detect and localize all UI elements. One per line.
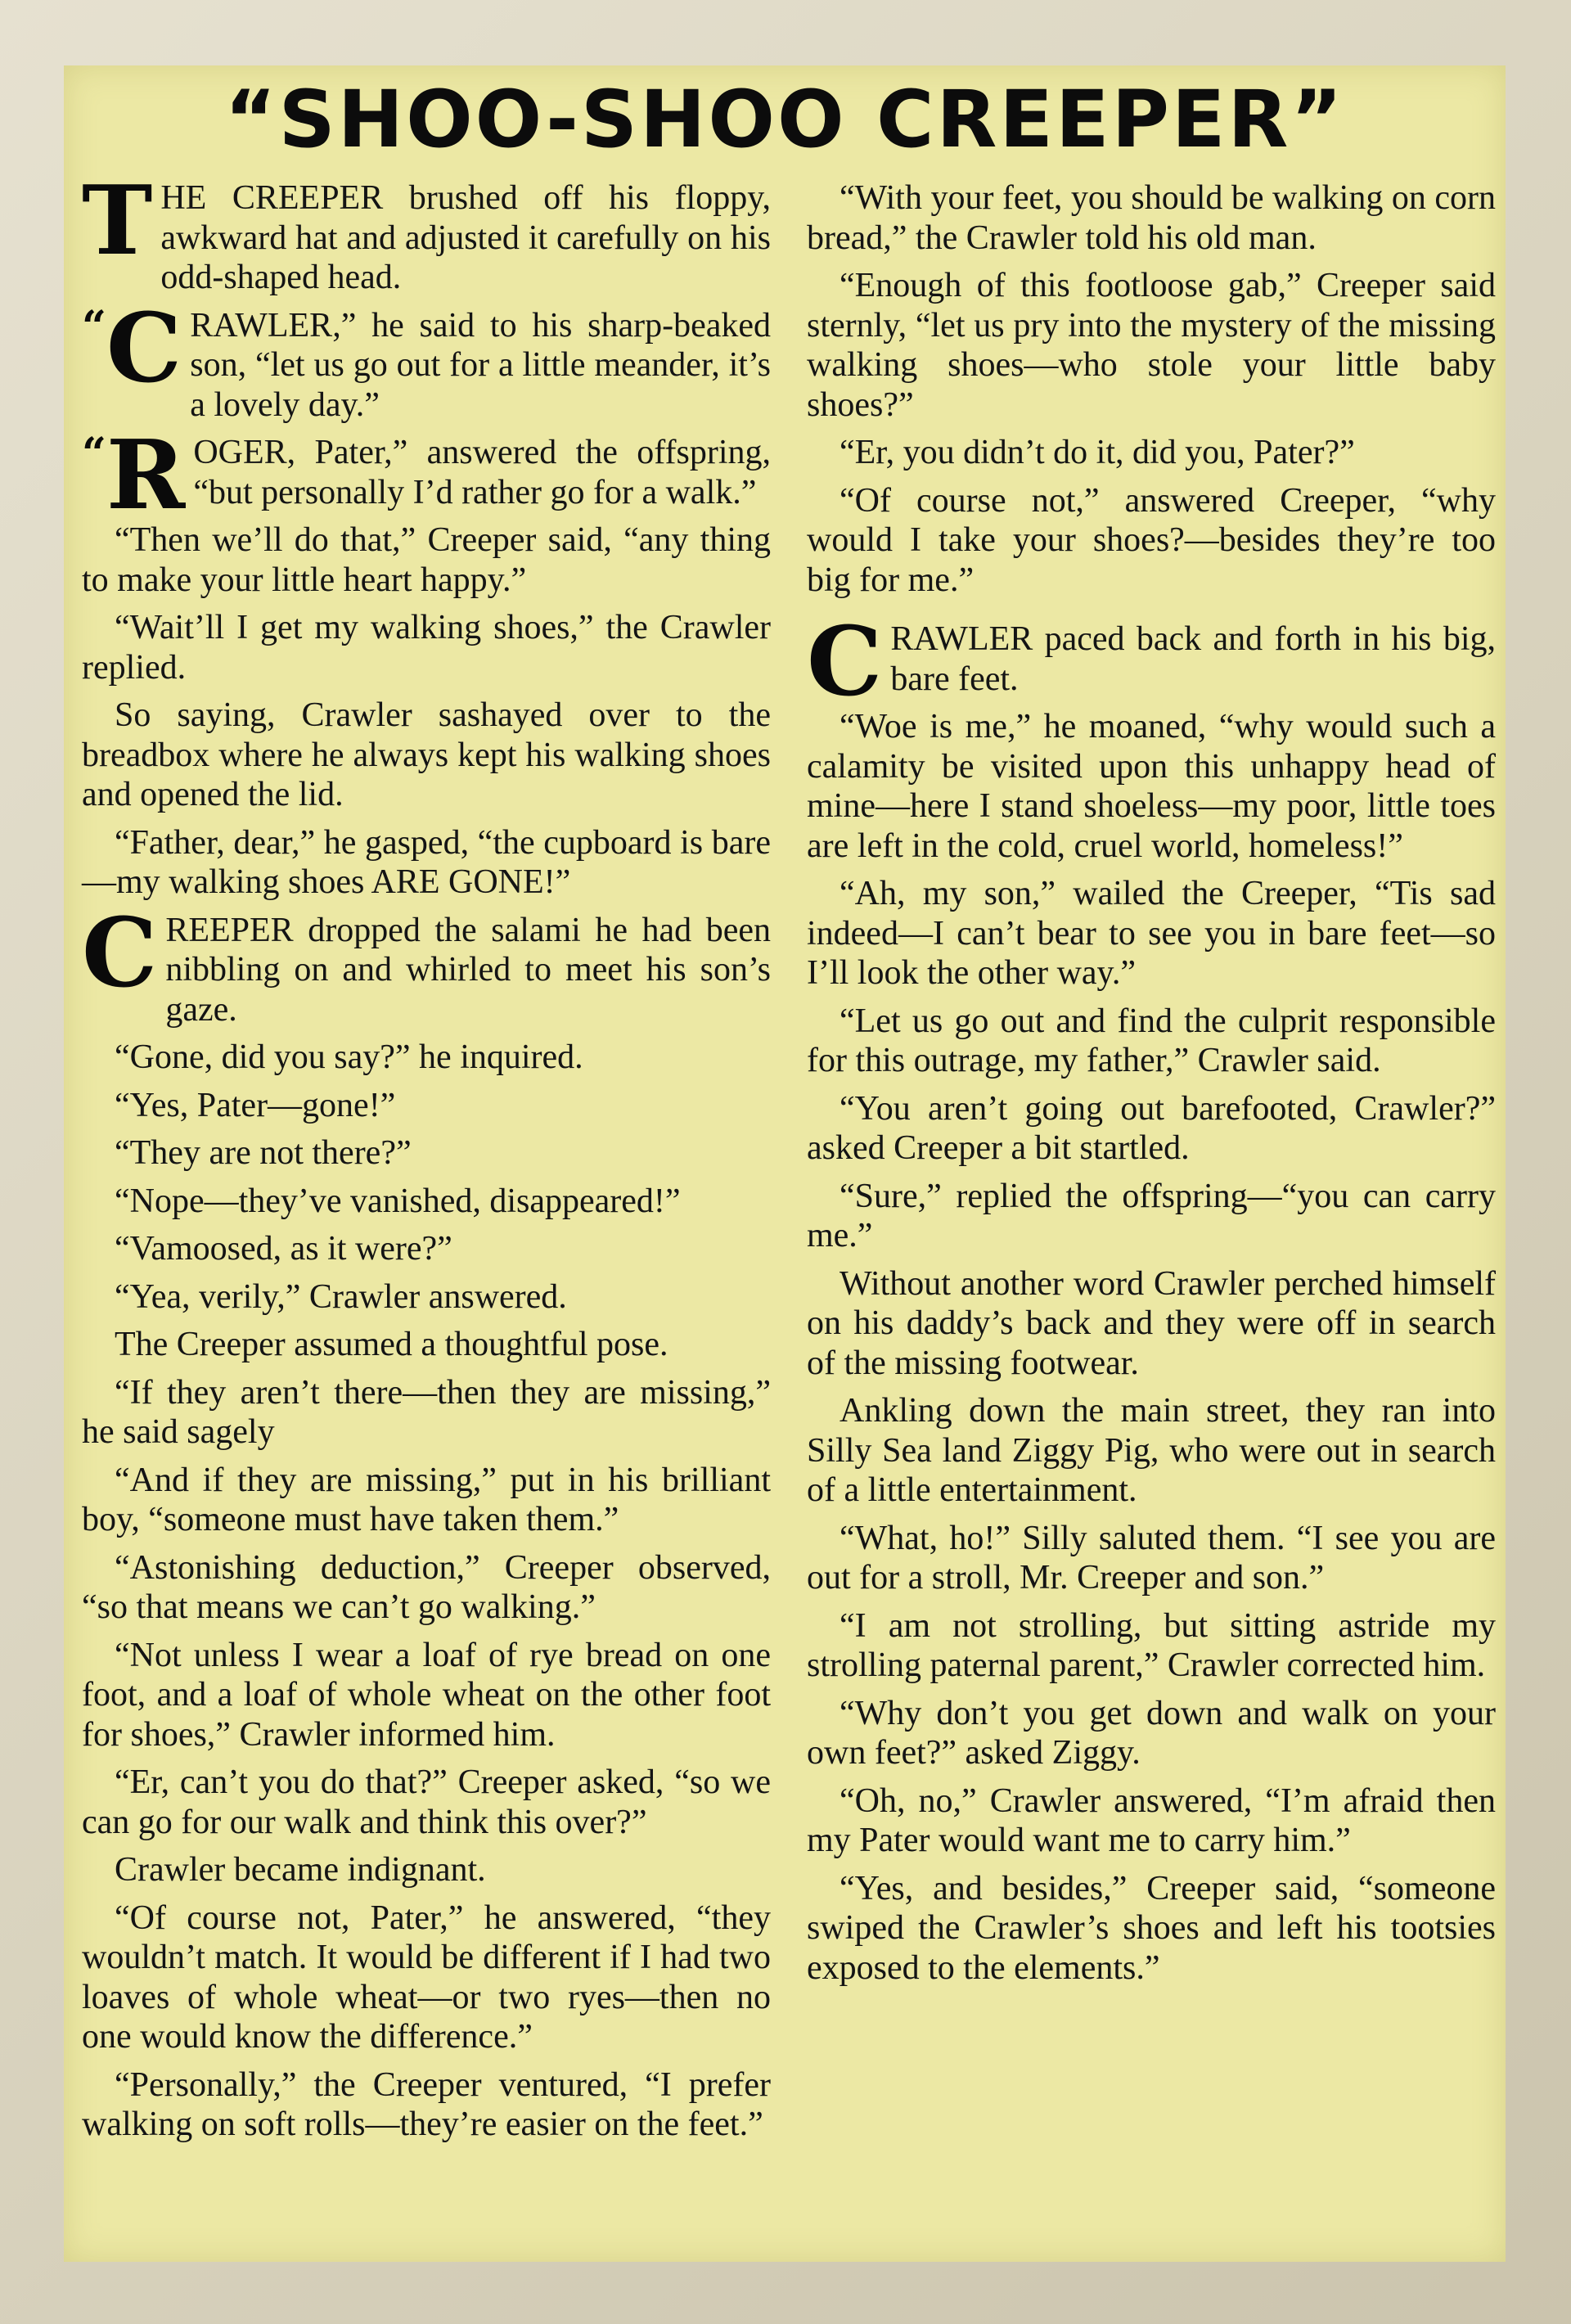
paragraph: “Yes, Pater—gone!”	[115, 1086, 396, 1124]
paragraph: “Sure,” replied the offspring—“you can carry me.”	[807, 1177, 1496, 1254]
section-gap	[807, 608, 1496, 619]
paragraph: “Ah, my son,” wailed the Creeper, “Tis sad indeed—I can’t bear to see you in bare feet—so I’ll look the other way.”	[807, 875, 1496, 992]
drop-cap: “C	[82, 292, 182, 404]
paragraph: “With your feet, you should be walking on corn bread,” the Crawler told his old man.	[807, 179, 1496, 257]
paragraph: “Yea, verily,” Crawler answered.	[115, 1277, 567, 1316]
paragraph: “Er, you didn’t do it, did you, Pater?”	[840, 434, 1355, 471]
paragraph: Crawler became indignant.	[115, 1851, 486, 1889]
paragraph: CREEPER dropped the salami he had been nibbling on and whirled to meet his son’s gaze.	[82, 897, 771, 1029]
paragraph: “Of course not, Pater,” he answered, “they wouldn’t match. It would be different if I had two loaves of whole wheat—or two ryes—then no one would know the difference.”	[82, 1898, 771, 2056]
paragraph: “Yes, and besides,” Creeper said, “someone swiped the Crawler’s shoes and left his tootsies exposed to the elements.”	[807, 1869, 1496, 1987]
drop-cap: “R	[82, 420, 186, 531]
paragraph: “You aren’t going out barefooted, Crawler?” asked Creeper a bit startled.	[807, 1089, 1496, 1167]
paragraph: “Why don’t you get down and walk on your own feet?” asked Ziggy.	[807, 1694, 1496, 1772]
paragraph: “Of course not,” answered Creeper, “why would I take your shoes?—besides they’re too big for me.”	[807, 481, 1496, 599]
paragraph: The Creeper assumed a thoughtful pose.	[115, 1326, 668, 1363]
paragraph: “Nope—they’ve vanished, disappeared!”	[115, 1182, 681, 1220]
paragraph: “Er, can’t you do that?” Creeper asked, “so we can go for our walk and think this over?”	[82, 1763, 771, 1841]
story-panel	[64, 65, 1506, 2262]
paragraph: “Then we’ll do that,” Creeper said, “any thing to make your little heart happy.”	[82, 521, 771, 599]
paragraph: “Father, dear,” he gasped, “the cupboard is bare—my walking shoes ARE GONE!”	[82, 823, 771, 901]
paragraph: Ankling down the main street, they ran into Silly Sea land Ziggy Pig, who were out in search of a little entertainment.	[807, 1392, 1496, 1509]
paragraph: “C RAWLER,” he said to his sharp-beaked son, “let us go out for a little meander, it’s a lovely day.”	[82, 292, 771, 424]
right-column	[807, 178, 1496, 1996]
paragraph: “R OGER, Pater,” answered the offspring, “but personally I’d rather go for a walk.”	[82, 420, 771, 531]
paragraph: “Oh, no,” Crawler answered, “I’m afraid then my Pater would want me to carry him.”	[807, 1781, 1496, 1859]
paragraph: THE CREEPER brushed off his floppy, awkward hat and adjusted it carefully on his odd-shaped head.	[82, 165, 771, 296]
drop-cap: T	[82, 165, 153, 277]
paragraph: “Woe is me,” he moaned, “why would such a calamity be visited upon this unhappy head of mine—here I stand shoeless—my poor, little toes are left in the cold, cruel world, homeless!”	[807, 708, 1496, 865]
paragraph: “Vamoosed, as it were?”	[115, 1230, 452, 1268]
story-title: “SHOO-SHOO CREEPER”	[224, 74, 1345, 165]
paragraph: “Wait’ll I get my walking shoes,” the Crawler replied.	[82, 609, 771, 687]
paragraph: “Personally,” the Creeper ventured, “I prefer walking on soft rolls—they’re easier on the feet.”	[82, 2065, 771, 2143]
paragraph: Without another word Crawler perched himself on his daddy’s back and they were off in search of the missing footwear.	[807, 1264, 1496, 1382]
paragraph: “Gone, did you say?” he inquired.	[115, 1038, 583, 1076]
left-column	[82, 165, 771, 2153]
paragraph: “Astonishing deduction,” Creeper observed, “so that means we can’t go walking.”	[82, 1548, 771, 1626]
drop-cap: C	[807, 606, 883, 718]
paragraph: “I am not strolling, but sitting astride my strolling paternal parent,” Crawler corrected him.	[807, 1606, 1496, 1684]
paragraph: “Let us go out and find the culprit responsible for this outrage, my father,” Crawler said.	[807, 1002, 1496, 1079]
drop-cap: C	[82, 897, 158, 1009]
paragraph: “Enough of this footloose gab,” Creeper said sternly, “let us pry into the mystery of the missing walking shoes—who stole your little baby shoes?”	[807, 267, 1496, 424]
paragraph: “What, ho!” Silly saluted them. “I see you are out for a stroll, Mr. Creeper and son.”	[807, 1519, 1496, 1597]
paragraph: “Not unless I wear a loaf of rye bread on one foot, and a loaf of whole wheat on the other foot for shoes,” Crawler informed him.	[82, 1636, 771, 1754]
paragraph: CRAWLER paced back and forth in his big, bare feet.	[807, 606, 1496, 718]
paragraph: “And if they are missing,” put in his brilliant boy, “someone must have taken them.”	[82, 1461, 771, 1538]
paragraph: “If they aren’t there—then they are missing,” he said sagely	[82, 1373, 771, 1451]
paragraph: So saying, Crawler sashayed over to the breadbox where he always kept his walking shoes and opened the lid.	[82, 696, 771, 813]
paragraph: “They are not there?”	[115, 1134, 412, 1172]
